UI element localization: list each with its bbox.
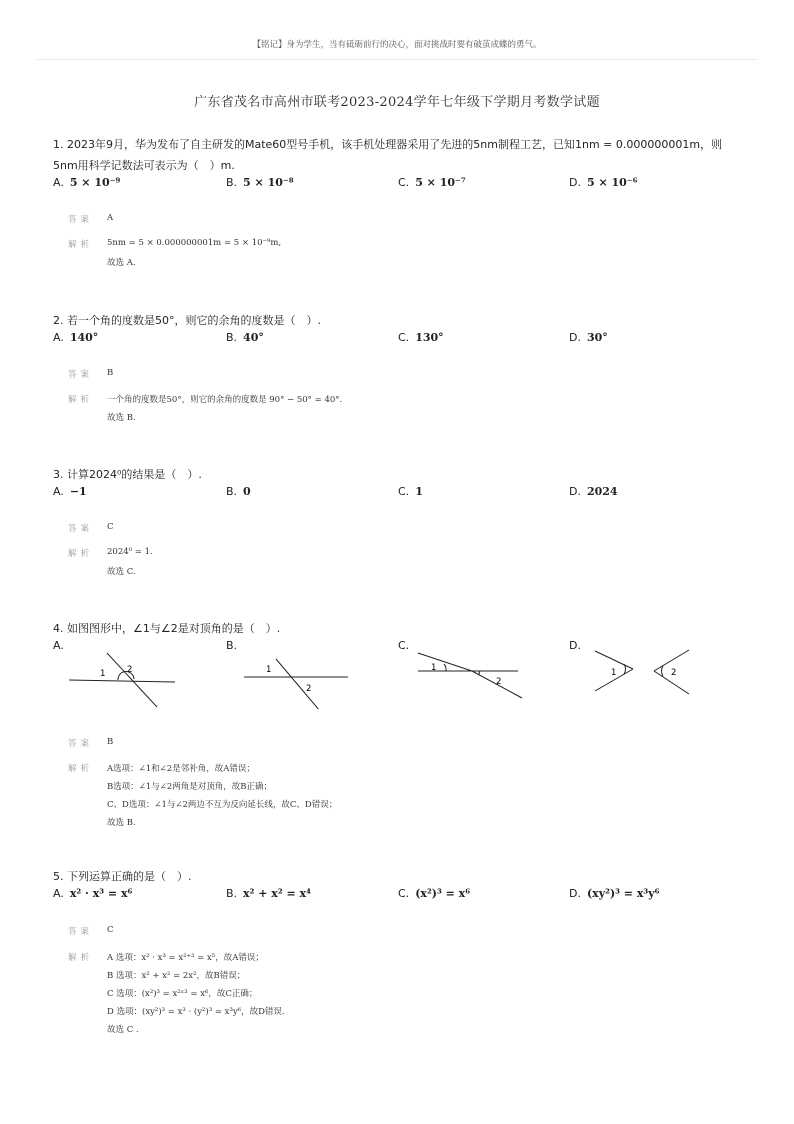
option-text: x² · x³ = x⁶ (69, 887, 133, 900)
answer-block (53, 507, 743, 577)
angle-1-label: 1 (100, 669, 106, 679)
options-row (53, 485, 743, 507)
option-letter: C. (398, 176, 410, 189)
option-text: 5 × 10⁻⁸ (243, 176, 294, 189)
header-motto: 【铭记】身为学生，当有砥砺前行的决心，面对挑战时要有破茧成蝶的勇气。 (252, 40, 542, 50)
option-letter: C. (398, 331, 410, 344)
option-text: (x²)³ = x⁶ (415, 887, 471, 900)
answer-label: 答案 (68, 370, 94, 380)
answer-label: 答案 (68, 739, 94, 749)
option-letter: A. (53, 485, 64, 498)
option-text: 5 × 10⁻⁹ (69, 176, 121, 189)
option-a[interactable] (53, 639, 133, 679)
option-b[interactable] (226, 331, 264, 344)
option-c[interactable] (398, 887, 470, 900)
analysis-label: 解析 (68, 549, 94, 559)
option-letter: A. (53, 176, 64, 189)
analysis-label: 解析 (68, 240, 94, 250)
option-c[interactable] (398, 639, 502, 687)
option-text: 130° (415, 331, 444, 344)
option-text: 5 × 10⁻⁶ (586, 176, 638, 189)
analysis-line: C、D选项：∠1与∠2两边不互为反向延长线，故C、D错误； (107, 800, 338, 810)
angle-1-label: 1 (431, 663, 437, 673)
option-letter: C. (398, 639, 410, 652)
question-stem: 1. 2023年9月，华为发布了自主研发的Mate60型号手机，该手机处理器采用了先进的5nm制程工艺，已知1nm = 0.000000001m，则5nm用科学记数法可表示为（ ）m. (53, 138, 723, 172)
analysis-line: 一个角的度数是50°，则它的余角的度数是 90° − 50° = 40°. (107, 395, 343, 405)
option-letter: B. (226, 639, 238, 652)
option-b[interactable] (226, 176, 294, 189)
question-stem: 3. 计算2024⁰的结果是（ ）. (53, 468, 202, 481)
angle-2-label: 2 (671, 668, 677, 678)
answer-label: 答案 (68, 215, 94, 225)
question-stem: 4. 如图图形中，∠1与∠2是对顶角的是（ ）. (53, 622, 281, 635)
option-a[interactable] (53, 887, 132, 900)
analysis-line: 故选 C. (107, 567, 136, 577)
option-b[interactable] (226, 639, 312, 694)
analysis-label: 解析 (68, 764, 94, 774)
option-d[interactable] (569, 639, 677, 678)
analysis-label: 解析 (68, 953, 94, 963)
option-a[interactable] (53, 176, 120, 189)
answer-value: C (107, 925, 114, 935)
analysis-line: 故选 B. (107, 818, 136, 828)
figure-b (236, 639, 366, 709)
option-letter: C. (398, 485, 410, 498)
question-5 (53, 866, 743, 1039)
option-c[interactable] (398, 485, 423, 498)
option-letter: D. (569, 176, 581, 189)
figure-a (63, 639, 193, 709)
option-text: (xy²)³ = x³y⁶ (586, 887, 660, 900)
analysis-line: 5nm = 5 × 0.000000001m = 5 × 10⁻⁹m, (107, 238, 282, 248)
answer-block (53, 719, 743, 828)
answer-value: B (107, 368, 114, 378)
question-4 (53, 618, 743, 828)
angle-1-label: 1 (266, 665, 272, 675)
question-1 (53, 134, 743, 268)
analysis-line: A 选项：x² · x³ = x²⁺³ = x⁵，故A错误； (107, 953, 264, 963)
option-text: x² + x² = x⁴ (243, 887, 311, 900)
question-stem: 2. 若一个角的度数是50°，则它的余角的度数是（ ）. (53, 314, 321, 327)
analysis-line: A选项：∠1和∠2是邻补角，故A错误； (107, 764, 255, 774)
analysis-line: B选项：∠1与∠2两角是对顶角，故B正确； (107, 782, 273, 792)
option-text: 0 (243, 485, 251, 498)
answer-block (53, 353, 743, 423)
answer-value: B (107, 737, 114, 747)
option-letter: A. (53, 887, 64, 900)
angle-2-label: 2 (496, 677, 502, 687)
page-title: 广东省茂名市高州市联考2023-2024学年七年级下学期月考数学试题 (194, 95, 600, 110)
option-letter: A. (53, 331, 64, 344)
option-letter: D. (569, 331, 581, 344)
answer-label: 答案 (68, 524, 94, 534)
analysis-line: 故选 C . (107, 1025, 139, 1035)
option-letter: B. (226, 331, 238, 344)
option-text: 2024 (586, 485, 618, 498)
options-row (53, 887, 743, 909)
options-row (53, 331, 743, 353)
option-letter: C. (398, 887, 410, 900)
question-2 (53, 310, 743, 423)
analysis-line: C 选项：(x²)³ = x²ˣ³ = x⁶，故C正确； (107, 989, 258, 999)
option-d[interactable] (569, 887, 659, 900)
angle-2-label: 2 (306, 684, 312, 694)
answer-value: A (107, 213, 114, 223)
analysis-line: 故选 A. (107, 258, 136, 268)
analysis-line: D 选项：(xy²)³ = x³ · (y²)³ = x³y⁶，故D错误. (107, 1007, 285, 1017)
figure-d (579, 639, 709, 709)
option-text: −1 (69, 485, 87, 498)
option-a[interactable] (53, 485, 87, 498)
option-letter: B. (226, 887, 238, 900)
option-text: 5 × 10⁻⁷ (415, 176, 466, 189)
header-divider (37, 59, 757, 60)
angle-1-label: 1 (611, 668, 617, 678)
option-d[interactable] (569, 331, 608, 344)
option-d[interactable] (569, 176, 637, 189)
analysis-label: 解析 (68, 395, 94, 405)
question-3 (53, 464, 743, 577)
answer-block (53, 909, 743, 1039)
answer-label: 答案 (68, 927, 94, 937)
analysis-line: B 选项：x² + x² = 2x²，故B错误； (107, 971, 246, 981)
options-row (53, 639, 743, 719)
option-b[interactable] (226, 887, 311, 900)
answer-value: C (107, 522, 114, 532)
option-letter: D. (569, 887, 581, 900)
option-letter: D. (569, 485, 581, 498)
option-c[interactable] (398, 176, 466, 189)
option-text: 140° (69, 331, 99, 344)
analysis-line: 故选 B. (107, 413, 136, 423)
figure-c (414, 639, 544, 709)
options-row (53, 176, 743, 198)
answer-block (53, 198, 743, 268)
option-text: 40° (243, 331, 264, 344)
option-text: 1 (415, 485, 423, 498)
option-a[interactable] (53, 331, 98, 344)
option-c[interactable] (398, 331, 444, 344)
option-d[interactable] (569, 485, 618, 498)
option-letter: B. (226, 176, 238, 189)
option-letter: B. (226, 485, 238, 498)
option-b[interactable] (226, 485, 251, 498)
question-stem: 5. 下列运算正确的是（ ）. (53, 870, 192, 883)
option-letter: A. (53, 639, 64, 652)
analysis-line: 2024⁰ = 1. (107, 547, 153, 557)
option-letter: D. (569, 639, 581, 652)
option-text: 30° (586, 331, 608, 344)
angle-2-label: 2 (127, 665, 133, 675)
